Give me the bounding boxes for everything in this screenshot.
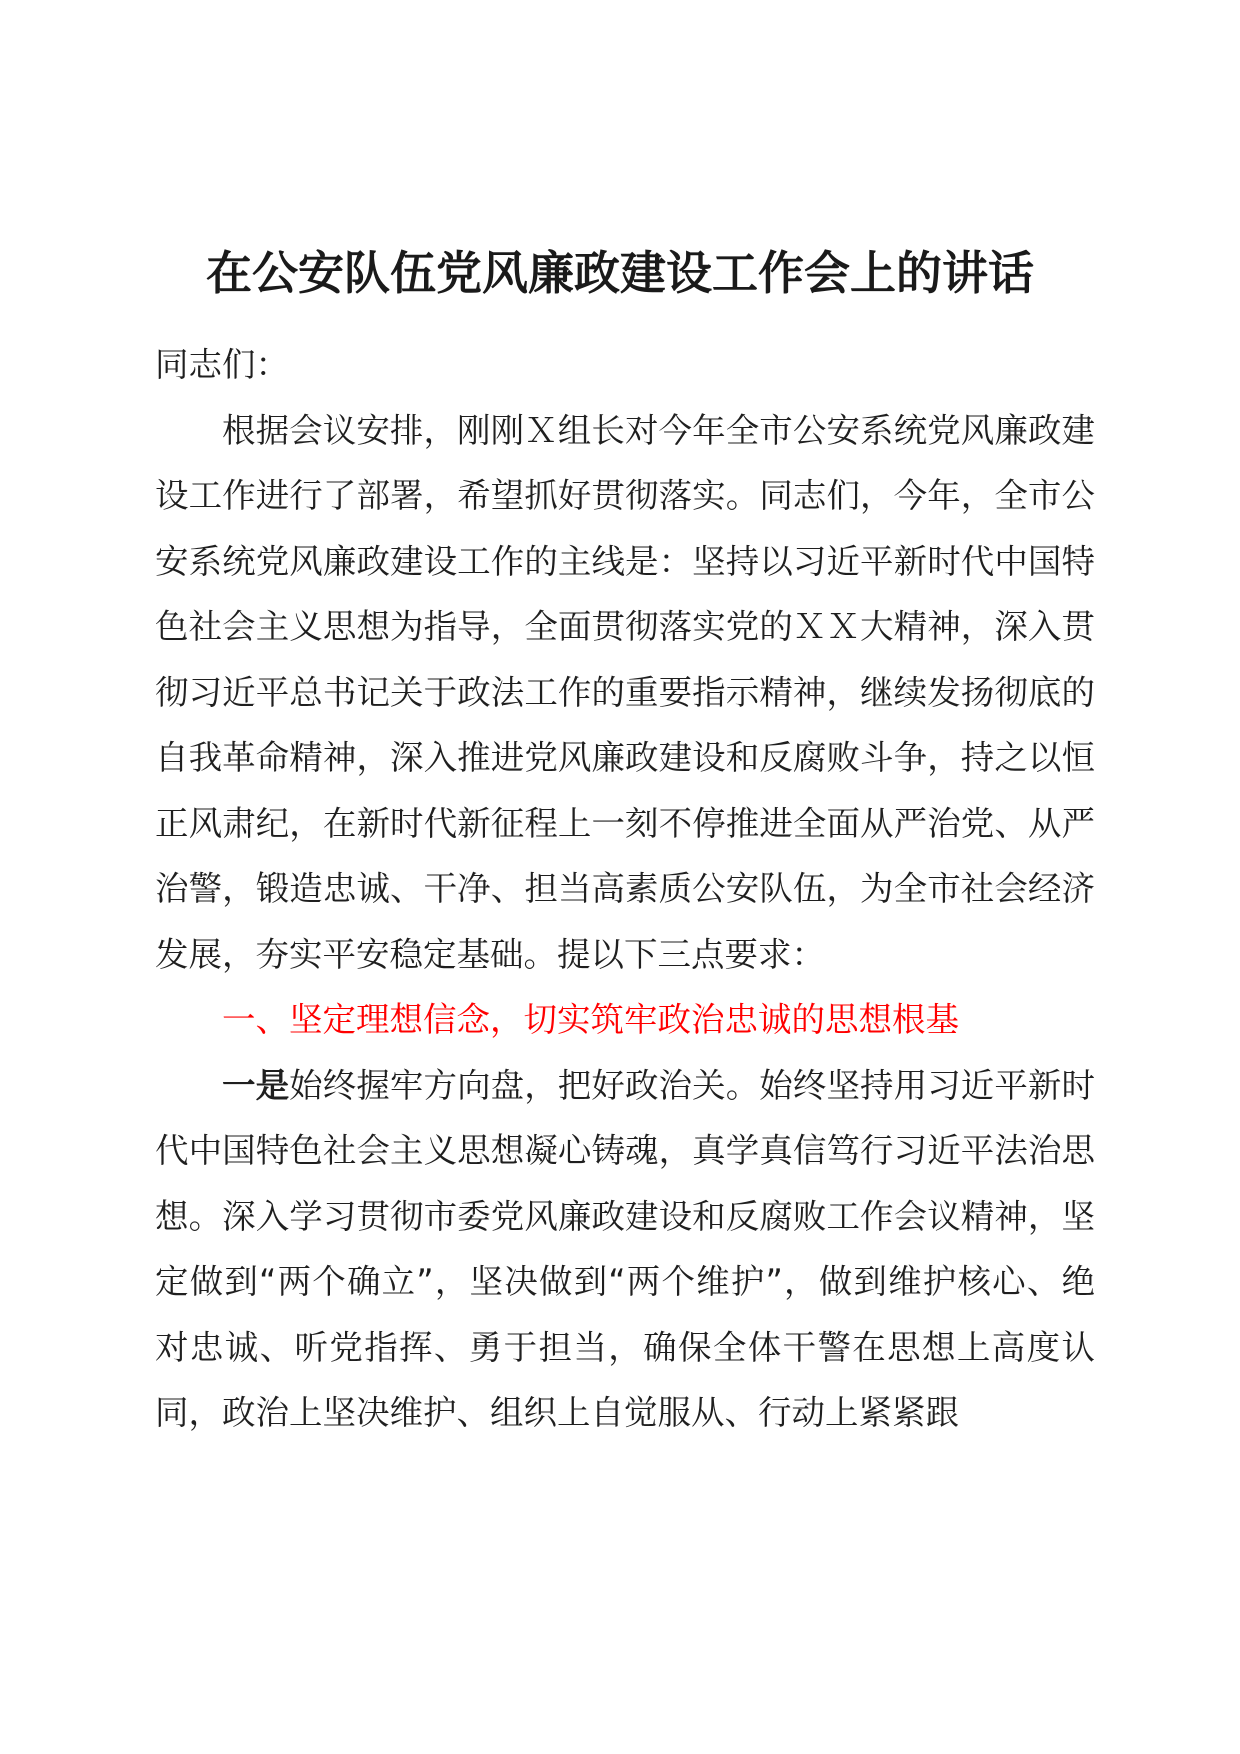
salutation: 同志们： xyxy=(155,345,289,384)
section-heading: 一、坚定理想信念，切实筑牢政治忠诚的思想根基 xyxy=(222,1000,959,1039)
document-title: 在公安队伍党风廉政建设工作会上的讲话 xyxy=(206,246,1034,300)
paragraph-text: 始终握牢方向盘，把好政治关。始终坚持用习近平新时代中国特色社会主义思想凝心铸魂，真学真信笃行习近平法治思想。深入学习贯彻市委党风廉政建设和反腐败工作会议精神，坚定做到“两个确立”，坚决做到“两个维护”，做到维护核心、绝对忠诚、听党指挥、勇于担当，确保全体干警在思想上高度认同，政治上坚决维护、组织上自觉服从、行动上紧紧跟 xyxy=(155,1065,1096,1432)
section-paragraph xyxy=(155,1053,1095,1446)
intro-paragraph: 根据会议安排，刚刚Ｘ组长对今年全市公安系统党风廉政建设工作进行了部署，希望抓好贯彻落实。同志们，今年，全市公安系统党风廉政建设工作的主线是：坚持以习近平新时代中国特色社会主义思想为指导，全面贯彻落实党的ＸＸ大精神，深入贯彻习近平总书记关于政法工作的重要指示精神，继续发扬彻底的自我革命精神，深入推进党风廉政建设和反腐败斗争，持之以恒正风肃纪，在新时代新征程上一刻不停推进全面从严治党、从严治警，锻造忠诚、干净、担当高素质公安队伍，为全市社会经济发展，夯实平安稳定基础。提以下三点要求： xyxy=(155,410,1095,974)
document-body xyxy=(155,332,1095,1446)
paragraph-lead: 一是 xyxy=(222,1065,290,1105)
